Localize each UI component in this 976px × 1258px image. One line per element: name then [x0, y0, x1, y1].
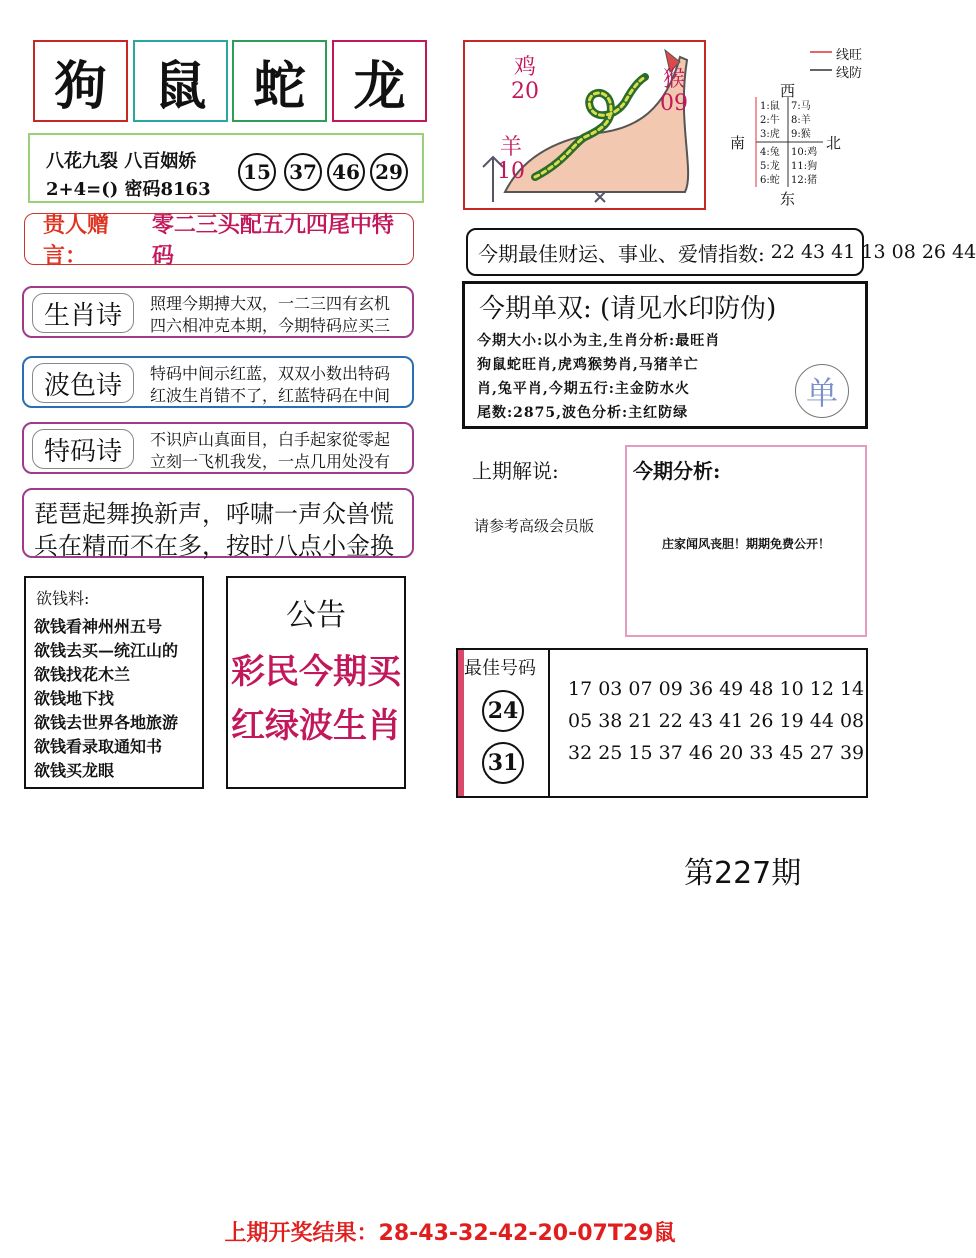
zodiac-dog: 狗 — [33, 40, 128, 122]
poem-line: 立刻一飞机我发，一点几用处没有 — [150, 452, 391, 471]
odd-even-row: 今期大小:以小为主,生肖分析:最旺肖 — [477, 333, 721, 349]
rooster-label: 鸡 20 — [511, 55, 539, 104]
circled-number: 15 — [238, 153, 276, 191]
direction-west: 西 — [780, 82, 796, 100]
banner-prefix: 贵人赠言： — [43, 213, 110, 269]
poem-line: 四六相冲克本期，今期特码应买三 — [150, 316, 391, 335]
compass-chart — [728, 42, 898, 217]
direction-east: 东 — [780, 190, 796, 208]
poem-line: 照理今期搏大双，一二三四有玄机 — [150, 294, 391, 313]
announcement-box — [226, 576, 406, 789]
fortune-index-box — [466, 228, 976, 276]
analysis-title: 今期分析: — [633, 459, 721, 483]
poem-line: 不识庐山真面目，白手起家從零起 — [150, 430, 391, 449]
issue-number: 第227期 — [684, 856, 802, 891]
best-numbers-row: 32 25 15 37 46 20 33 45 27 39 — [568, 742, 865, 764]
direction-north: 北 — [826, 134, 842, 152]
poem-tag: 特码诗 — [32, 429, 134, 469]
money-riddle-row: 欲钱去世界各地旅游 — [34, 713, 179, 732]
zodiac-rat: 鼠 — [133, 40, 228, 122]
special-code-poem — [22, 422, 414, 474]
riddle-line-2: 2+4=() 密码8163 — [46, 179, 211, 200]
odd-watermark: 单 — [795, 364, 849, 418]
banner-text: 零二三头配五九四尾中特码 — [151, 213, 394, 269]
announcement-line-1: 彩民今期买 — [231, 652, 401, 692]
zodiac-dragon: 龙 — [332, 40, 427, 122]
zodiac-snake: 蛇 — [232, 40, 327, 122]
money-riddle-row: 欲钱去买—统江山的 — [34, 641, 179, 660]
money-riddle-row: 欲钱看录取通知书 — [34, 737, 163, 756]
verse-box — [22, 488, 414, 558]
last-draw-result: 上期开奖结果：28-43-32-42-20-07T29鼠 — [224, 1221, 676, 1246]
monkey-label: 猴 09 — [660, 67, 688, 116]
announcement-title: 公告 — [286, 598, 346, 633]
divider — [548, 650, 550, 796]
best-circle-number: 24 — [482, 690, 524, 732]
noble-advice-banner — [24, 213, 414, 269]
odd-even-row: 尾数:2875,波色分析:主红防绿 — [477, 405, 689, 421]
circled-number: 29 — [370, 153, 408, 191]
odd-even-box — [462, 281, 868, 429]
money-riddle-row: 欲钱地下找 — [34, 689, 115, 708]
poem-tag: 波色诗 — [32, 363, 134, 403]
best-numbers-row: 05 38 21 22 43 41 26 19 44 08 — [568, 710, 865, 732]
poem-tag: 生肖诗 — [32, 293, 134, 333]
odd-even-row: 肖,兔平肖,今期五行:主金防水火 — [477, 381, 690, 397]
compass-cell: 4:兔 5:龙 6:蛇 — [760, 147, 780, 186]
compass-cell: 1:鼠 2:牛 3:虎 — [760, 101, 780, 140]
legend-prosper: 线旺 — [836, 48, 863, 63]
wave-color-poem — [22, 356, 414, 408]
info-box — [28, 133, 424, 203]
last-period-sub: 请参考高级会员版 — [474, 517, 595, 535]
money-riddle-row: 欲钱买龙眼 — [34, 761, 115, 780]
compass-lines — [728, 42, 898, 217]
compass-cell: 10:鸡 11:狗 12:猪 — [791, 147, 818, 186]
circled-number: 46 — [327, 153, 365, 191]
poem-line: 红波生肖错不了，红蓝特码在中间 — [150, 386, 391, 405]
best-numbers-box — [456, 648, 868, 798]
poem-line: 特码中间示红蓝，双双小数出特码 — [150, 364, 391, 383]
analysis-message: 庄家闻风丧胆！期期免费公开！ — [661, 537, 830, 551]
verse-line-2: 兵在精而不在多，按时八点小金换 — [34, 532, 394, 560]
best-numbers-label: 最佳号码 — [464, 658, 536, 679]
riddle-line-1: 八花九裂 八百姻娇 — [46, 151, 197, 172]
last-period-label: 上期解说: — [472, 459, 559, 483]
money-riddle-box — [24, 576, 204, 789]
money-riddle-row: 欲钱看神州州五号 — [34, 617, 163, 636]
money-riddle-row: 欲钱找花木兰 — [34, 665, 131, 684]
goat-label: 羊 10 — [497, 135, 525, 184]
circled-number: 37 — [284, 153, 322, 191]
odd-even-title: 今期单双: (请见水印防伪) — [479, 294, 777, 324]
money-riddle-title: 欲钱料: — [36, 589, 90, 608]
zodiac-poem — [22, 286, 414, 338]
odd-even-row: 狗鼠蛇旺肖,虎鸡猴势肖,马猪羊亡 — [477, 357, 699, 373]
fortune-index-numbers: 22 43 41 13 08 26 44 — [770, 241, 976, 263]
legend-guard: 线防 — [836, 66, 863, 81]
best-numbers-row: 17 03 07 09 36 49 48 10 12 14 — [568, 678, 865, 700]
compass-cell: 7:马 8:羊 9:猴 — [791, 101, 811, 140]
announcement-line-2: 红绿波生肖 — [231, 706, 401, 746]
best-circle-number: 31 — [482, 742, 524, 784]
fortune-index-label: 今期最佳财运、事业、爱情指数: — [478, 241, 765, 266]
analysis-box — [625, 445, 867, 637]
snake-illustration — [463, 40, 706, 210]
verse-line-1: 琵琶起舞换新声，呼啸一声众兽慌 — [34, 500, 394, 528]
direction-south: 南 — [730, 134, 746, 152]
